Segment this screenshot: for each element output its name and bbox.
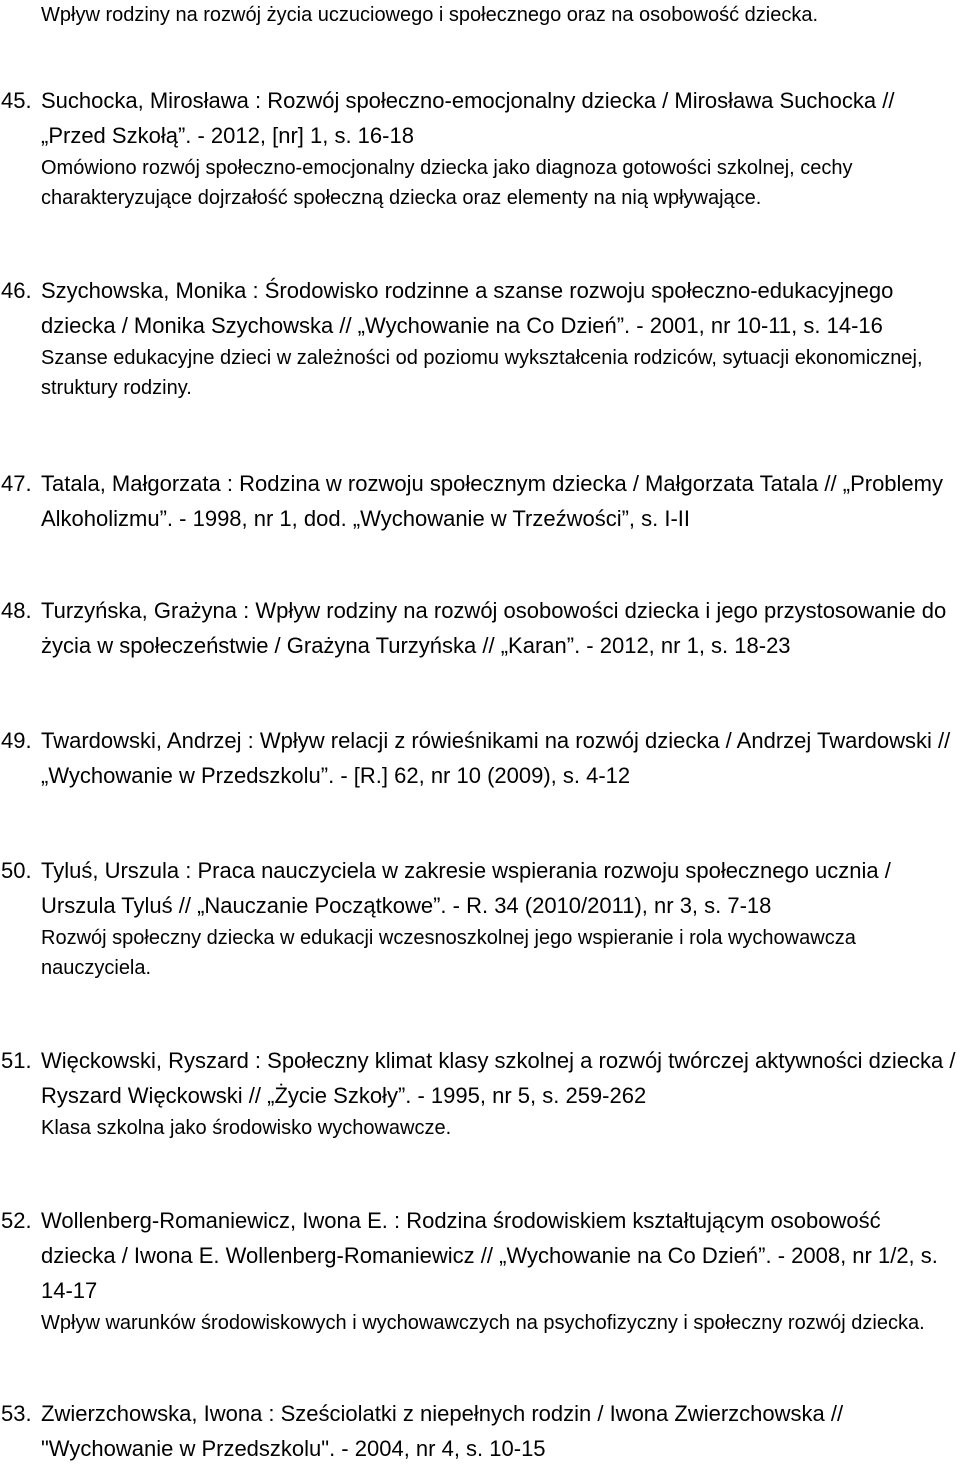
entry-number: 48. [1, 598, 32, 623]
entry-citation: Suchocka, Mirosława : Rozwój społeczno-emocjonalny dziecka / Mirosława Suchocka // „Przed Szkołą”. - 2012, [nr] 1, s. 16-18 [41, 88, 895, 148]
entry-number: 52. [1, 1208, 32, 1233]
entry-citation: Tatala, Małgorzata : Rodzina w rozwoju społecznym dziecka / Małgorzata Tatala // „Problemy Alkoholizmu”. - 1998, nr 1, dod. „Wychowanie w Trzeźwości”, s. I-II [41, 471, 943, 531]
bibliography-entry [0, 1396, 960, 1466]
entry-annotation: Klasa szkolna jako środowisko wychowawcze. [41, 1117, 452, 1139]
entry-citation: Więckowski, Ryszard : Społeczny klimat klasy szkolnej a rozwój twórczej aktywności dziecka / Ryszard Więckowski // „Życie Szkoły”. - 1995, nr 5, s. 259-262 [41, 1048, 956, 1108]
entry-citation: Zwierzchowska, Iwona : Sześciolatki z niepełnych rodzin / Iwona Zwierzchowska // "Wychowanie w Przedszkolu". - 2004, nr 4, s. 10-15 [41, 1401, 844, 1461]
bibliography-entry [0, 853, 960, 983]
entry-number: 49. [1, 728, 32, 753]
bibliography-entry [0, 1043, 960, 1143]
bibliography-entry [0, 466, 960, 536]
entry-citation: Tyluś, Urszula : Praca nauczyciela w zakresie wspierania rozwoju społecznego ucznia / Urszula Tyluś // „Nauczanie Początkowe”. - R. 34 (2010/2011), nr 3, s. 7-18 [41, 858, 891, 918]
bibliography-entry [0, 83, 960, 213]
bibliography-entry [0, 593, 960, 663]
bibliography-entry [0, 723, 960, 793]
entry-annotation: Wpływ warunków środowiskowych i wychowawczych na psychofizyczny i społeczny rozwój dziecka. [41, 1312, 925, 1334]
entry-number: 46. [1, 278, 32, 303]
entry-annotation: Szanse edukacyjne dzieci w zależności od poziomu wykształcenia rodziców, sytuacji ekonomicznej, struktury rodziny. [41, 347, 923, 399]
entry-number: 50. [1, 858, 32, 883]
entry-number: 45. [1, 88, 32, 113]
entry-citation: Szychowska, Monika : Środowisko rodzinne a szanse rozwoju społeczno-edukacyjnego dziecka / Monika Szychowska // „Wychowanie na Co Dzień”. - 2001, nr 10-11, s. 14-16 [41, 278, 894, 338]
annotation-text: Wpływ rodziny na rozwój życia uczuciowego i społecznego oraz na osobowość dziecka. [41, 4, 819, 26]
bibliography-entry [0, 1203, 960, 1338]
bibliography-entry [0, 273, 960, 403]
entry-number: 51. [1, 1048, 32, 1073]
continued-annotation [0, 0, 960, 30]
entry-number: 53. [1, 1401, 32, 1426]
entry-citation: Twardowski, Andrzej : Wpływ relacji z rówieśnikami na rozwój dziecka / Andrzej Twardowski // „Wychowanie w Przedszkolu”. - [R.] 62, nr 10 (2009), s. 4-12 [41, 728, 951, 788]
entry-annotation: Omówiono rozwój społeczno-emocjonalny dziecka jako diagnoza gotowości szkolnej, cechy charakteryzujące dojrzałość społeczną dziecka oraz elementy na nią wpływające. [41, 157, 853, 209]
entry-number: 47. [1, 471, 32, 496]
entry-citation: Turzyńska, Grażyna : Wpływ rodziny na rozwój osobowości dziecka i jego przystosowanie do życia w społeczeństwie / Grażyna Turzyńska // „Karan”. - 2012, nr 1, s. 18-23 [41, 598, 947, 658]
entry-citation: Wollenberg-Romaniewicz, Iwona E. : Rodzina środowiskiem kształtującym osobowość dziecka / Iwona E. Wollenberg-Romaniewicz // „Wychowanie na Co Dzień”. - 2008, nr 1/2, s. 14-17 [41, 1208, 938, 1303]
entry-annotation: Rozwój społeczny dziecka w edukacji wczesnoszkolnej jego wspieranie i rola wychowawcza nauczyciela. [41, 927, 856, 979]
